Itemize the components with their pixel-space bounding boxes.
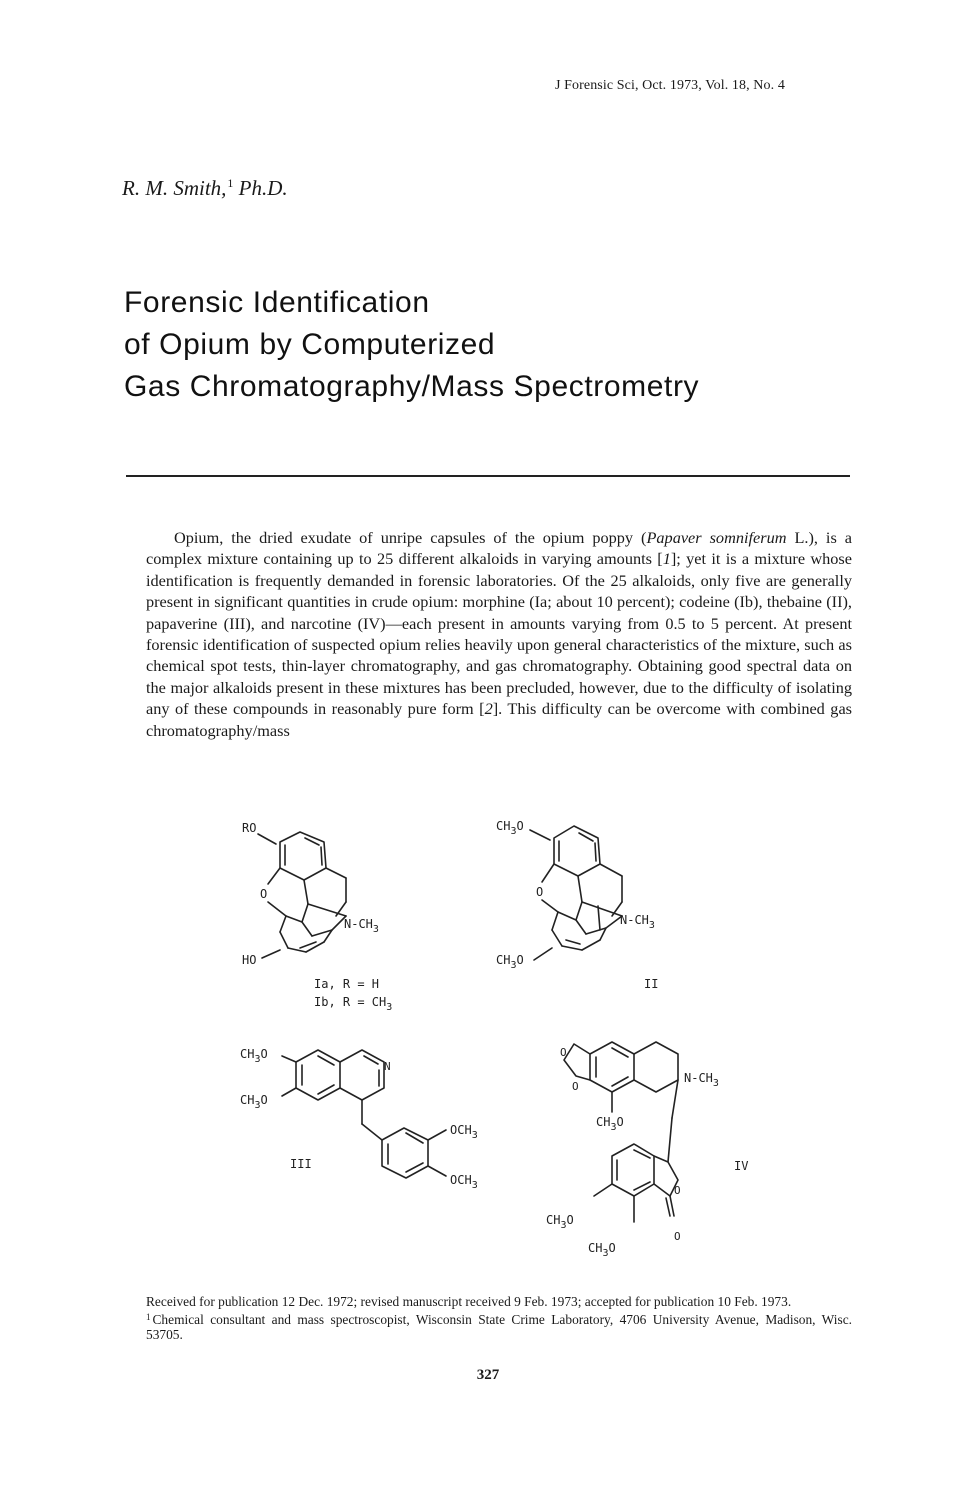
reference-1[interactable]: 1 bbox=[662, 549, 671, 569]
structure-narcotine bbox=[564, 1042, 678, 1222]
author-line bbox=[122, 176, 288, 201]
page-number: 327 bbox=[476, 1367, 500, 1383]
narcotine-dioxole-o1: O bbox=[560, 1046, 567, 1059]
papaverine-caption: III bbox=[290, 1157, 312, 1171]
thebaine-top-ch3o-label: $CH_3O$ bbox=[496, 819, 524, 837]
reference-2[interactable]: 2 bbox=[484, 699, 493, 719]
thebaine-bottom-ch3o-label: $CH_3O$ bbox=[496, 953, 524, 971]
structure-morphine bbox=[258, 832, 346, 958]
papaverine-ch3o-1-label: $CH_3O$ bbox=[240, 1047, 268, 1065]
structure-drawings bbox=[228, 812, 788, 1282]
author-degree: Ph.D. bbox=[238, 176, 288, 200]
narcotine-caption: IV bbox=[734, 1159, 749, 1173]
morphine-ho-label: HO bbox=[242, 953, 257, 967]
narcotine-low-ch3o-1-label: $CH_3O$ bbox=[546, 1213, 574, 1231]
narcotine-dioxole-o2: O bbox=[572, 1080, 579, 1093]
papaverine-och3-1-label: $OCH_3$ bbox=[450, 1123, 478, 1141]
morphine-caption-a: Ia, R = H bbox=[314, 977, 380, 991]
structure-thebaine bbox=[530, 826, 622, 960]
papaverine-och3-2-label: $OCH_3$ bbox=[450, 1173, 478, 1191]
papaverine-n-label: N bbox=[384, 1060, 391, 1073]
footnote-1-mark: 1 bbox=[146, 1311, 151, 1322]
morphine-ro-label: RO bbox=[242, 821, 257, 835]
body-text-4: ]. This difficulty can be overcome with combined gas chromatography/mass bbox=[146, 699, 853, 740]
title-line-2: of Opium by Computerized bbox=[124, 328, 496, 361]
narcotine-nch3-label: $N-CH_3$ bbox=[684, 1071, 719, 1089]
received-note: Received for publication 12 Dec. 1972; revised manuscript received 9 Feb. 1973; accepted for publication 10 Feb. 1973. bbox=[146, 1294, 792, 1309]
author-name: R. M. Smith, bbox=[122, 176, 227, 200]
article-title bbox=[124, 282, 884, 408]
narcotine-carbonyl-o: O bbox=[674, 1230, 681, 1243]
morphine-ether-o-label: O bbox=[260, 887, 268, 901]
narcotine-lactone-o: O bbox=[674, 1184, 681, 1197]
structure-figure bbox=[228, 812, 788, 1282]
author-footnote-mark: 1 bbox=[227, 176, 234, 190]
footnote-1-text: Chemical consultant and mass spectroscopist, Wisconsin State Crime Laboratory, 4706 University Avenue, Madison, Wisc. 53705. bbox=[146, 1311, 852, 1342]
body-text-1: Opium, the dried exudate of unripe capsules of the opium poppy ( bbox=[174, 528, 647, 547]
running-head: J Forensic Sci, Oct. 1973, Vol. 18, No. 4 bbox=[555, 78, 785, 93]
body-paragraph bbox=[146, 527, 852, 741]
thebaine-nch3-label: $N-CH_3$ bbox=[620, 913, 655, 931]
title-line-1: Forensic Identification bbox=[124, 286, 430, 319]
thebaine-ether-o-label: O bbox=[536, 885, 544, 899]
footnotes bbox=[146, 1294, 852, 1343]
papaverine-ch3o-2-label: $CH_3O$ bbox=[240, 1093, 268, 1111]
footnote-1 bbox=[146, 1310, 852, 1343]
body-text-3: ]; yet it is a mixture whose identification is frequently demanded in forensic laboratories. Of the 25 alkaloids, only five are generally present in significant quantities in crude opium: morphine (Ia; about 10 percent); codeine (Ib), thebaine (II), papaverine (III), and narcotine (IV)—each present in amounts varying from 0.5 to 5 percent. At present forensic identification of suspected opium relies heavily upon general characteristics of the mixture, such as chemical spot tests, thin-layer chromatography, and gas chromatography. Obtaining good spectral data on the major alkaloids present in these mixtures has been precluded, however, due to the difficulty of isolating any of these compounds in reasonably pure form [ bbox=[146, 549, 852, 719]
thebaine-caption: II bbox=[644, 977, 659, 991]
morphine-nch3-label: $N-CH_3$ bbox=[344, 917, 379, 935]
title-line-3: Gas Chromatography/Mass Spectrometry bbox=[124, 370, 700, 403]
morphine-caption-b: Ib, $R = CH_3$ bbox=[314, 995, 393, 1013]
body-text-2: L.), is a complex mixture containing up to 25 different alkaloids in varying amounts [ bbox=[146, 528, 852, 569]
narcotine-low-ch3o-2-label: $CH_3O$ bbox=[588, 1241, 616, 1259]
species-name: Papaver somniferum bbox=[646, 528, 787, 547]
narcotine-mid-ch3o-label: $CH_3O$ bbox=[596, 1115, 624, 1133]
title-rule bbox=[126, 475, 850, 477]
